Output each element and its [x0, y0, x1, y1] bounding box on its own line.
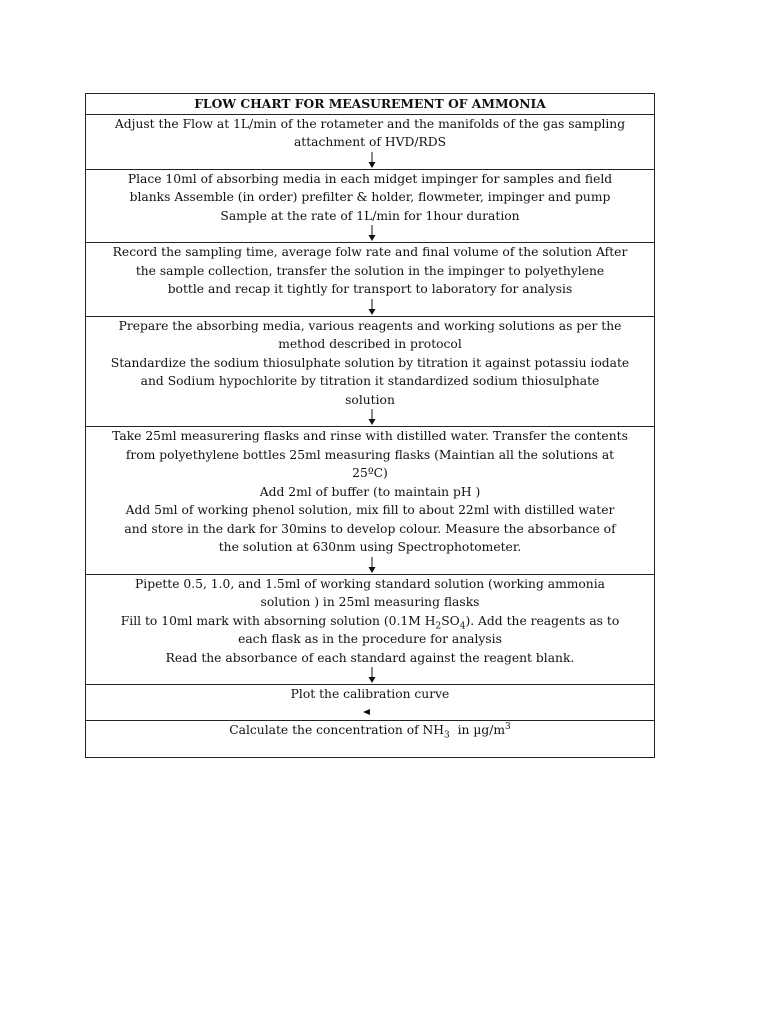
step-7-cell — [86, 685, 655, 721]
down-arrow-icon — [367, 299, 377, 316]
step-5-line-3: 25ºC) — [352, 466, 388, 480]
final-subscript-3: 3 — [444, 729, 450, 740]
step-5-line-1: Take 25ml measurering flasks and rinse with distilled water. Transfer the contents — [112, 429, 628, 443]
down-arrow-5 — [88, 557, 652, 574]
step-4-line-3: Standardize the sodium thiosulphate solution by titration it against potassiu iodate — [110, 355, 630, 370]
formula-text-mid: SO — [441, 613, 460, 628]
formula-text-before: Fill to 10ml mark with absorning solution (0.1M H — [120, 613, 436, 628]
step-2-line-1: Place 10ml of absorbing media in each midget impinger for samples and field — [127, 171, 613, 186]
step-6-cell — [86, 574, 655, 685]
step-2-cell — [86, 169, 655, 243]
title-row — [86, 94, 655, 115]
down-arrow-icon — [367, 667, 377, 684]
step-row-1 — [86, 114, 655, 169]
step-row-4 — [86, 316, 655, 427]
step-row-2 — [86, 169, 655, 243]
flow-chart-table — [85, 93, 655, 758]
step-8-cell — [86, 720, 655, 757]
step-5-line-6: and store in the dark for 30mins to develop colour. Measure the absorbance of — [124, 521, 616, 536]
final-text-before: Calculate the concentration of NH — [229, 722, 445, 737]
down-arrow-icon — [367, 225, 377, 242]
step-3-line-1: Record the sampling time, average folw rate and final volume of the solution After — [112, 245, 628, 259]
step-6-line-1: Pipette 0.5, 1.0, and 1.5ml of working standard solution (working ammonia — [135, 576, 605, 591]
step-8-line-1 — [88, 721, 652, 740]
step-2-line-2: blanks Assemble (in order) prefilter & holder, flowmeter, impinger and pump — [129, 190, 611, 204]
chart-title: FLOW CHART FOR MEASUREMENT OF AMMONIA — [86, 94, 655, 115]
step-4-line-2: method described in protocol — [278, 337, 462, 351]
step-5-line-5: Add 5ml of working phenol solution, mix fill to about 22ml with distilled water — [125, 503, 615, 517]
final-superscript-3: 3 — [505, 721, 511, 732]
formula-subscript-4: 4 — [459, 620, 466, 631]
step-6-line-4: each flask as in the procedure for analysis — [238, 632, 502, 646]
left-arrowhead-icon — [363, 709, 370, 715]
step-row-7 — [86, 685, 655, 721]
step-1-line-1: Adjust the Flow at 1L/min of the rotameter and the manifolds of the gas sampling — [114, 116, 626, 131]
final-text-mid: in µg/m — [449, 722, 506, 737]
down-arrow-icon — [367, 409, 377, 426]
formula-subscript-2: 2 — [435, 620, 442, 631]
step-row-6 — [86, 574, 655, 685]
step-5-line-7: the solution at 630nm using Spectrophotometer. — [218, 540, 522, 554]
step-5-line-2: from polyethylene bottles 25ml measuring flasks (Maintian all the solutions at — [125, 447, 615, 462]
step-7-line-1: Plot the calibration curve — [290, 687, 450, 701]
step-2-line-3: Sample at the rate of 1L/min for 1hour duration — [220, 208, 520, 223]
step-3-line-2: the sample collection, transfer the solution in the impinger to polyethylene — [135, 263, 605, 278]
step-3-line-3: bottle and recap it tightly for transport to laboratory for analysis — [167, 282, 573, 296]
step-row-3 — [86, 243, 655, 317]
step-1-line-2: attachment of HVD/RDS — [293, 135, 447, 149]
step-row-5 — [86, 427, 655, 575]
step-4-line-4: and Sodium hypochlorite by titration it standardized sodium thiosulphate — [140, 374, 600, 388]
step-5-cell — [86, 427, 655, 575]
left-arrowhead — [88, 704, 652, 720]
step-1-cell — [86, 114, 655, 169]
step-6-formula-line — [88, 612, 652, 631]
down-arrow-1 — [88, 152, 652, 169]
down-arrow-icon — [367, 557, 377, 574]
step-3-cell — [86, 243, 655, 317]
down-arrow-icon — [367, 152, 377, 169]
down-arrow-3 — [88, 299, 652, 316]
step-4-line-1: Prepare the absorbing media, various reagents and working solutions as per the — [118, 318, 622, 333]
step-5-line-4: Add 2ml of buffer (to maintain pH ) — [259, 484, 481, 499]
down-arrow-2 — [88, 225, 652, 242]
step-6-line-2: solution ) in 25ml measuring flasks — [260, 595, 480, 609]
step-4-cell — [86, 316, 655, 427]
down-arrow-6 — [88, 667, 652, 684]
step-6-line-5: Read the absorbance of each standard against the reagent blank. — [165, 650, 575, 665]
formula-text-after: ). Add the reagents as to — [465, 613, 620, 628]
down-arrow-4 — [88, 409, 652, 426]
step-4-line-5: solution — [345, 392, 395, 407]
step-row-8 — [86, 720, 655, 757]
